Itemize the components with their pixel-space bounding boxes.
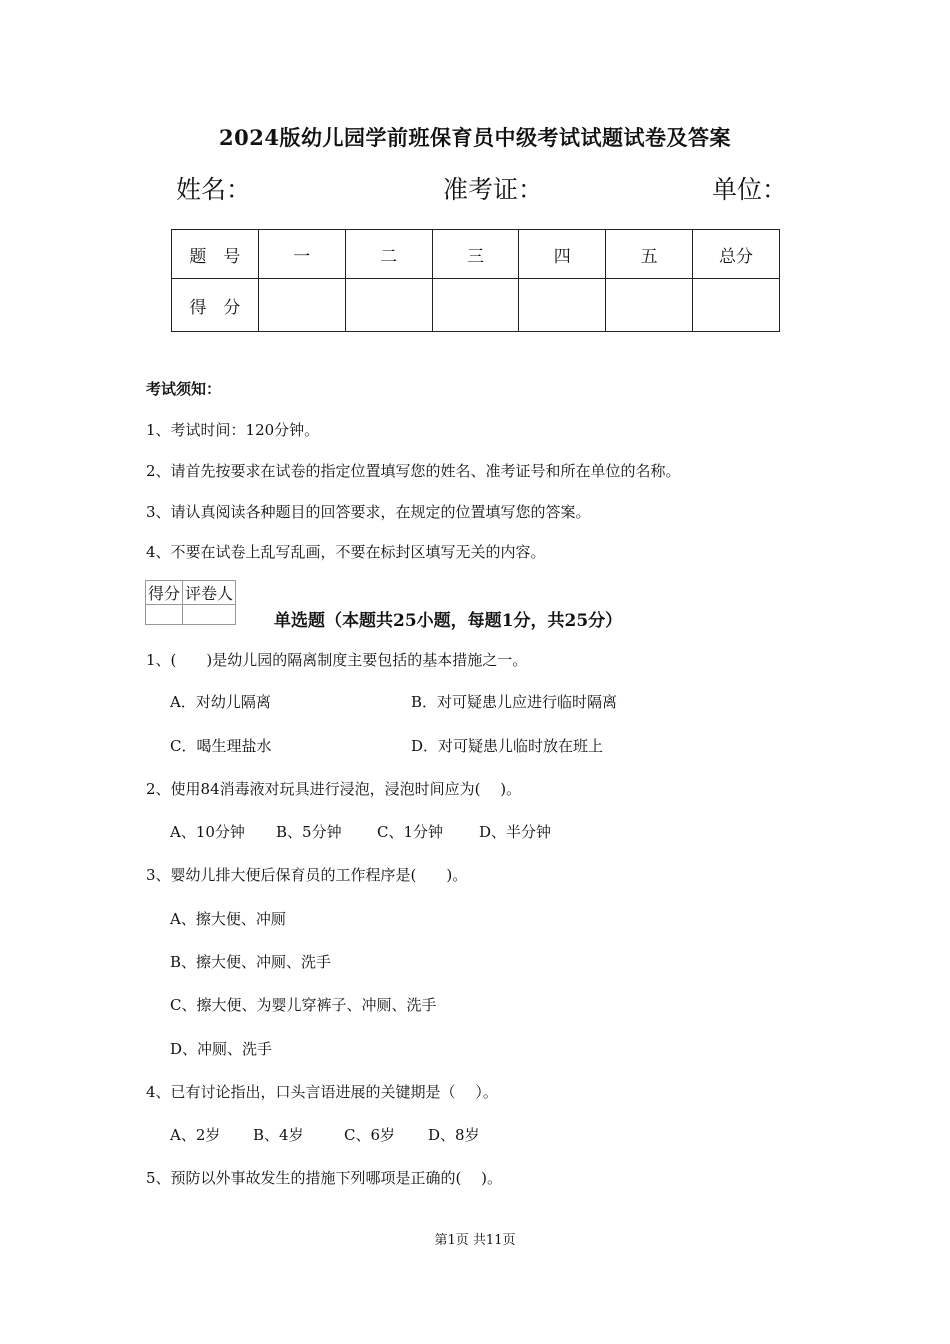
score-table (171, 229, 780, 332)
question-option: B．对可疑患儿应进行临时隔离 (411, 693, 618, 711)
score-table-header-row (172, 230, 780, 279)
question-stem: 5、预防以外事故发生的措施下列哪项是正确的( )。 (146, 1169, 503, 1187)
section-title: 单选题（本题共25小题，每题1分，共25分） (274, 611, 623, 631)
notice-item: 3、请认真阅读各种题目的回答要求，在规定的位置填写您的答案。 (146, 503, 591, 521)
page-footer: 第1页 共11页 (434, 1233, 516, 1248)
question-option: A．对幼儿隔离 (170, 693, 271, 711)
question-option: D．对可疑患儿临时放在班上 (411, 737, 604, 755)
score-table-score-row (172, 279, 780, 332)
question-stem: 4、已有讨论指出，口头言语进展的关键期是（ ）。 (146, 1083, 498, 1101)
score-header-cell: 总分 (693, 230, 780, 279)
name-field-label: 姓名： (176, 175, 252, 204)
question-option: B、5分钟 (276, 823, 342, 841)
score-header-cell: 一 (258, 230, 345, 279)
question-option: A、擦大便、冲厕 (170, 910, 286, 928)
score-header-cell: 二 (345, 230, 432, 279)
question-stem: 3、婴幼儿排大便后保育员的工作程序是( )。 (146, 866, 468, 884)
question-option: C、擦大便、为婴儿穿裤子、冲厕、洗手 (170, 996, 437, 1014)
score-header-cell: 三 (432, 230, 519, 279)
question-option: D、半分钟 (479, 823, 552, 841)
grader-box (145, 580, 236, 625)
question-option: D、冲厕、洗手 (170, 1040, 273, 1058)
question-option: B、擦大便、冲厕、洗手 (170, 953, 332, 971)
score-cell (693, 279, 780, 332)
question-option: B、4岁 (253, 1126, 304, 1144)
notice-item: 4、不要在试卷上乱写乱画，不要在标封区填写无关的内容。 (146, 543, 546, 561)
question-stem: 2、使用84消毒液对玩具进行浸泡，浸泡时间应为( )。 (146, 780, 522, 798)
grader-score-cell (146, 605, 183, 625)
page-title: 2024版幼儿园学前班保育员中级考试试题试卷及答案 (219, 125, 731, 150)
score-cell (258, 279, 345, 332)
score-cell (345, 279, 432, 332)
notice-item: 2、请首先按要求在试卷的指定位置填写您的姓名、准考证号和所在单位的名称。 (146, 462, 681, 480)
score-header-cell: 五 (606, 230, 693, 279)
score-row-label: 得 分 (172, 279, 259, 332)
question-option: A、10分钟 (170, 823, 245, 841)
notice-heading: 考试须知： (146, 380, 222, 398)
score-cell (432, 279, 519, 332)
unit-field-label: 单位： (712, 175, 788, 204)
question-option: C、1分钟 (377, 823, 444, 841)
score-header-cell: 四 (519, 230, 606, 279)
grader-reviewer-label: 评卷人 (183, 581, 236, 605)
question-stem: 1、( )是幼儿园的隔离制度主要包括的基本措施之一。 (146, 651, 528, 669)
question-option: D、8岁 (428, 1126, 480, 1144)
grader-score-label: 得分 (146, 581, 183, 605)
notice-item: 1、考试时间：120分钟。 (146, 421, 320, 439)
score-header-cell: 题 号 (172, 230, 259, 279)
exam-id-field-label: 准考证： (443, 175, 544, 204)
grader-reviewer-cell (183, 605, 236, 625)
question-option: C、6岁 (344, 1126, 396, 1144)
question-option: C．喝生理盐水 (170, 737, 272, 755)
score-cell (519, 279, 606, 332)
score-cell (606, 279, 693, 332)
question-option: A、2岁 (170, 1126, 221, 1144)
